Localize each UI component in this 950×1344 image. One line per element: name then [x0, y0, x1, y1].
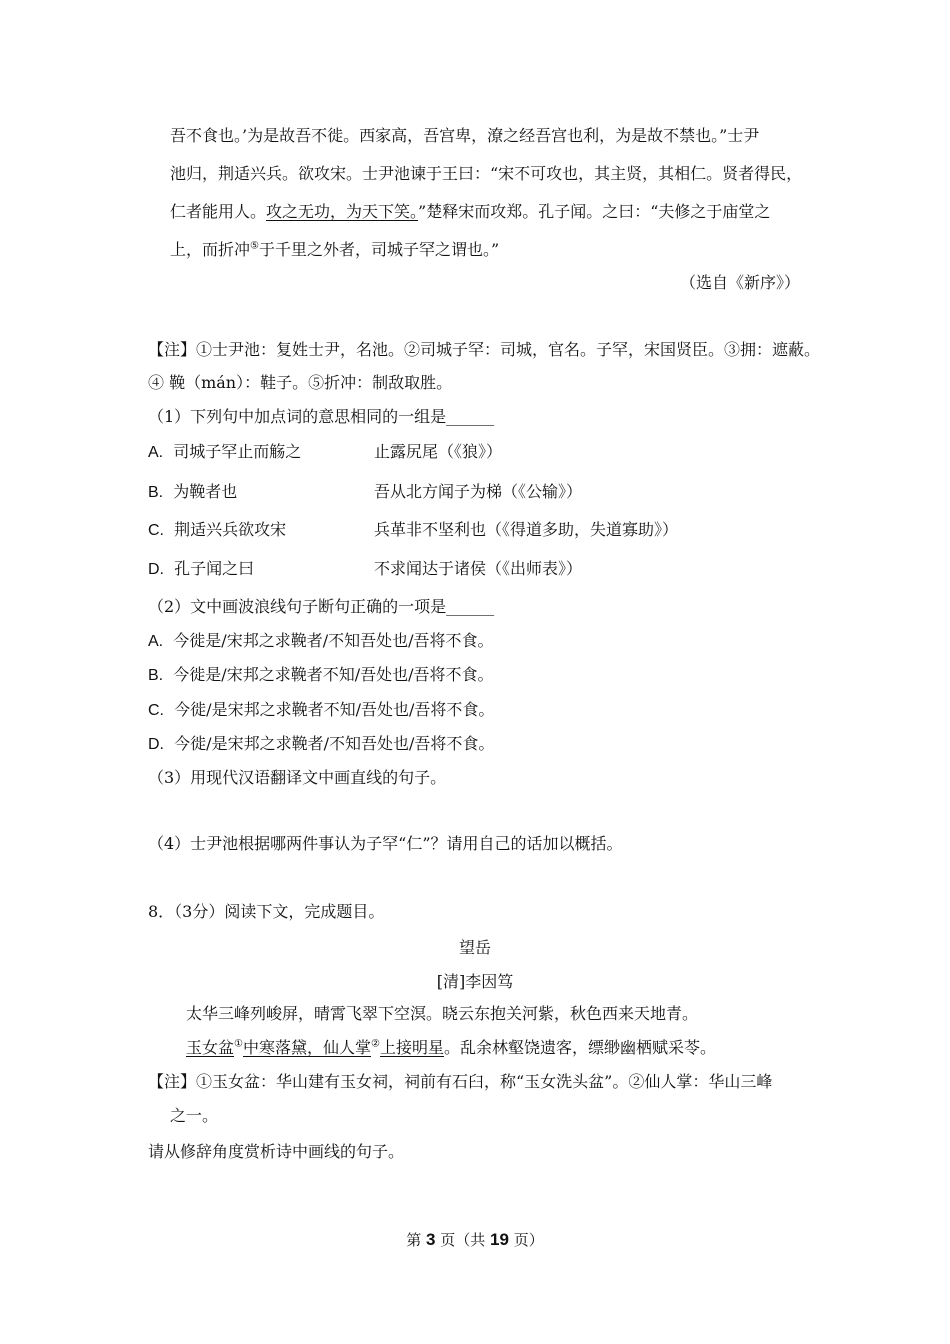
- notes-line-2: ④ 鞔（mán）：鞋子。⑤折冲：制敌取胜。: [148, 373, 453, 392]
- q2-option-d: [148, 734, 494, 755]
- q1-option-b-label: B.: [148, 484, 164, 501]
- q2-option-c-text: 今徙/是宋邦之求鞔者不知/吾处也/吾将不食。: [174, 700, 495, 719]
- footer-total-pages: 19: [490, 1230, 509, 1249]
- underlined-sentence: 攻之无功，为天下笑。: [266, 202, 419, 221]
- poem-underlined-part-3: 上接明星: [379, 1038, 444, 1057]
- q4-stem: （4）士尹池根据哪两件事认为子罕“仁”？请用自己的话加以概括。: [148, 834, 623, 853]
- q1-option-c-label: C.: [148, 522, 164, 539]
- q1-option-c: [148, 520, 286, 541]
- poem-line-2: [186, 1038, 716, 1058]
- footer-post: 页）: [508, 1231, 544, 1249]
- passage-line-4: [170, 240, 499, 260]
- q1-option-b-left: 为鞔者也: [173, 482, 238, 501]
- q1-stem: （1）下列句中加点词的意思相同的一组是______: [148, 407, 495, 426]
- q8-header: 8．（3分）阅读下文，完成题目。: [148, 902, 385, 921]
- notes-line-1: 【注】①士尹池：复姓士尹，名池。②司城子罕：司城，官名。子罕，宋国贤臣。③拥：遮蔽。: [148, 340, 821, 359]
- q2-option-b-text: 今徙是/宋邦之求鞔者不知/吾处也/吾将不食。: [173, 665, 494, 684]
- q1-option-a-right: 止露尻尾（《狼》）: [374, 442, 503, 461]
- passage-line-3-pre: 仁者能用人。: [170, 202, 267, 221]
- q1-option-a-label: A.: [148, 444, 164, 461]
- passage-line-3-post: ”楚释宋而攻郑。孔子闻。之曰：“夫修之于庙堂之: [418, 202, 771, 221]
- poem-title: 望岳: [458, 938, 491, 957]
- q2-option-a-text: 今徙是/宋邦之求鞔者/不知吾处也/吾将不食。: [173, 631, 494, 650]
- q1-option-d-left: 孔子闻之曰: [174, 559, 255, 578]
- passage-line-4-post: 于千里之外者，司城子罕之谓也。”: [258, 240, 500, 259]
- q2-option-a-label: A.: [148, 633, 164, 650]
- passage-line-4-pre: 上，而折冲: [170, 240, 251, 259]
- poem-underlined-part-2: 中寒落黛，仙人掌: [242, 1038, 371, 1057]
- footer-mid: 页（共: [435, 1231, 491, 1249]
- footnote-marker-5: ⑤: [250, 240, 259, 252]
- q1-option-b-right: 吾从北方闻子为梯（《公输》）: [374, 482, 583, 501]
- passage-line-3: [170, 202, 770, 222]
- passage-line-2: 池归，荆适兴兵。欲攻宋。士尹池谏于王曰：“宋不可攻也，其主贤，其相仁。贤者得民，: [170, 164, 803, 183]
- q2-option-b: [148, 665, 493, 686]
- poem-author: [清]李因笃: [436, 972, 514, 991]
- q2-option-c: [148, 700, 494, 721]
- footer-page-number: 3: [426, 1230, 436, 1249]
- q1-option-c-right: 兵革非不坚利也（《得道多助，失道寡助》）: [374, 520, 679, 539]
- q1-option-b: [148, 482, 237, 503]
- q8-instruction: 请从修辞角度赏析诗中画线的句子。: [148, 1142, 405, 1161]
- q1-option-a: [148, 442, 301, 463]
- q1-option-c-left: 荆适兴兵欲攻宋: [174, 520, 287, 539]
- page-footer: [0, 1229, 950, 1250]
- q1-option-d-right: 不求闻达于诸侯（《出师表》）: [374, 559, 583, 578]
- q2-option-c-label: C.: [148, 702, 164, 719]
- q2-option-d-text: 今徙/是宋邦之求鞔者/不知吾处也/吾将不食。: [174, 734, 495, 753]
- q2-stem: （2）文中画波浪线句子断句正确的一项是______: [148, 597, 495, 616]
- q2-option-a: [148, 631, 493, 652]
- q3-stem: （3）用现代汉语翻译文中画直线的句子。: [148, 768, 447, 787]
- poem-note-1: 【注】①玉女盆：华山建有玉女祠，祠前有石臼，称“玉女洗头盆”。②仙人掌：华山三峰: [148, 1072, 773, 1091]
- q1-option-a-left: 司城子罕止而觞之: [173, 442, 302, 461]
- poem-note-2: 之一。: [170, 1106, 219, 1125]
- footer-pre: 第: [406, 1231, 427, 1249]
- poem-line-1: 太华三峰列峻屏，晴霄飞翠下空溟。晓云东抱关河紫，秋色西来天地青。: [186, 1004, 699, 1023]
- poem-line-2-post: 。乱余林壑饶遗客，缥缈幽栖赋采苓。: [443, 1038, 716, 1057]
- passage-source: （选自《新序》）: [679, 273, 800, 292]
- passage-line-1: 吾不食也。’为是故吾不徙。西家高，吾宫卑，潦之经吾宫也利，为是故不禁也。”士尹: [170, 126, 760, 145]
- poem-underlined-part-1: 玉女盆: [186, 1038, 235, 1057]
- footnote-marker-1: ①: [234, 1038, 243, 1050]
- q1-option-d: [148, 559, 254, 580]
- q2-option-b-label: B.: [148, 667, 164, 684]
- q2-option-d-label: D.: [148, 736, 164, 753]
- q1-option-d-label: D.: [148, 561, 164, 578]
- footnote-marker-2: ②: [371, 1038, 380, 1050]
